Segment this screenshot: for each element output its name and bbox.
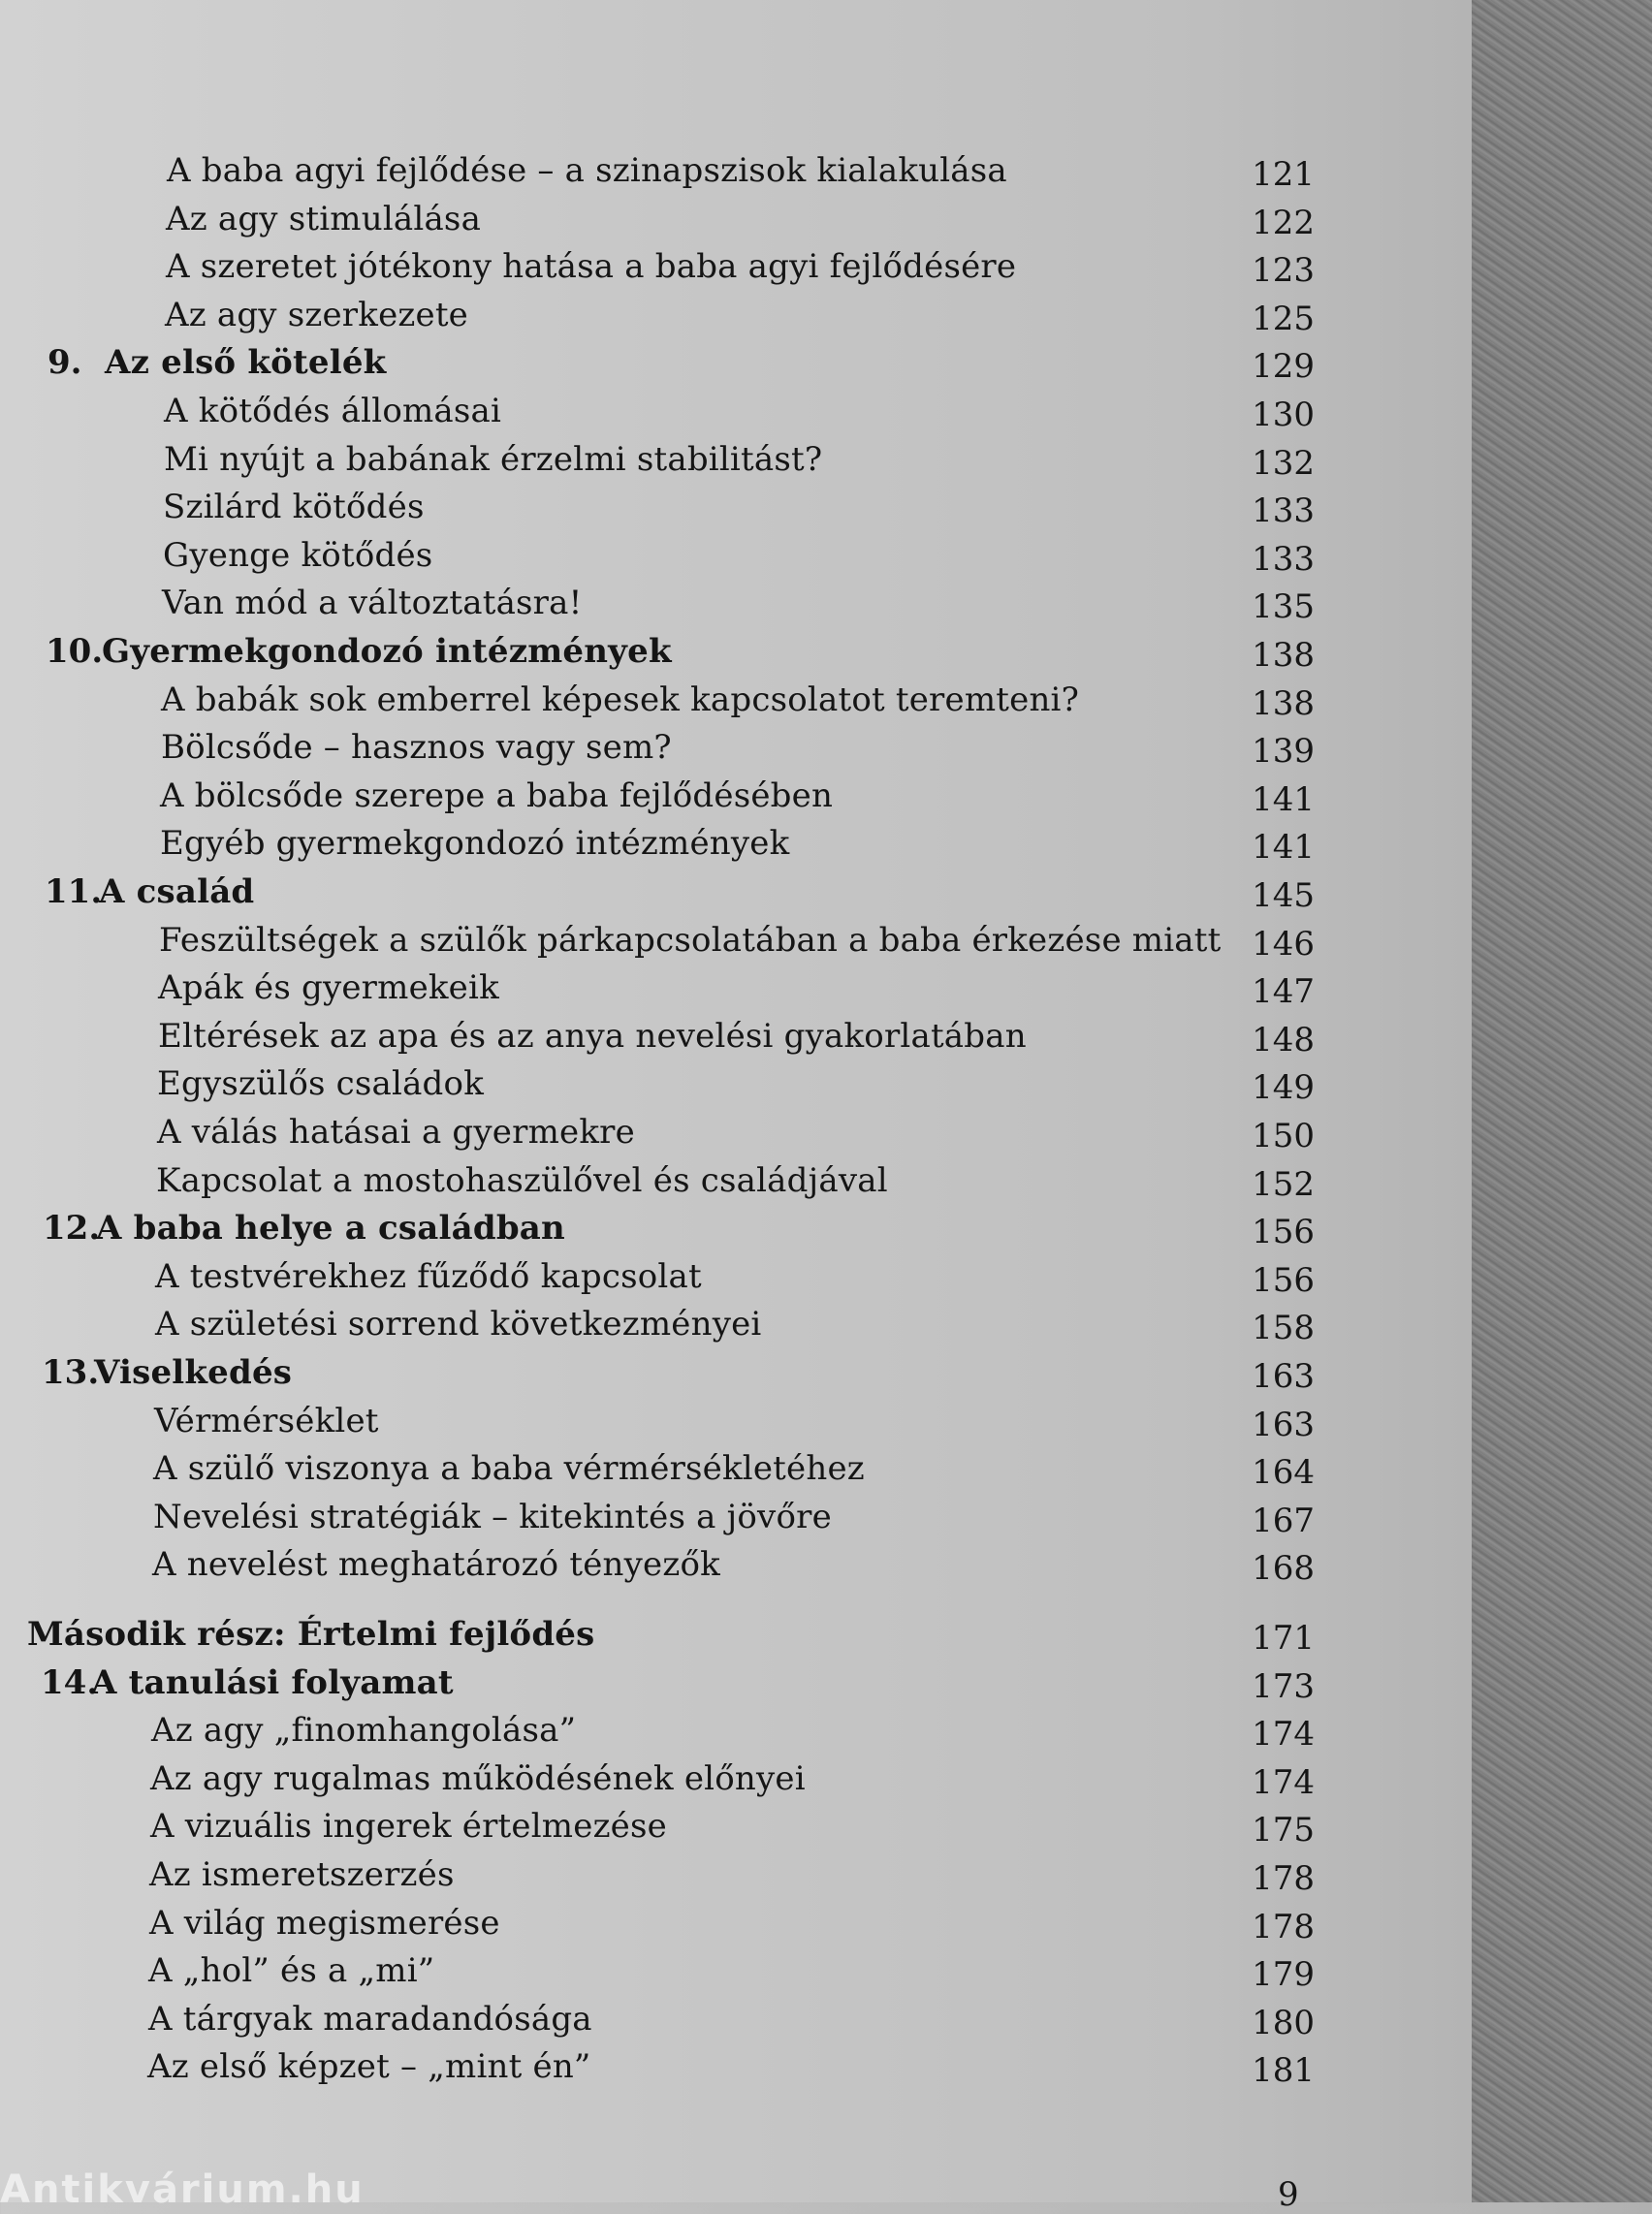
toc-subentry-title: Mi nyújt a babának érzelmi stabilitást? [164, 440, 823, 479]
watermark-text: Antikvárium.hu [0, 2167, 365, 2212]
toc-page-number: 122 [1252, 204, 1315, 242]
page-number: 9 [1278, 2175, 1299, 2214]
toc-subentry [0, 773, 1472, 819]
toc-page-number: 138 [1252, 684, 1315, 723]
toc-page-number: 129 [1252, 347, 1315, 386]
chapter-number: 12. [43, 1209, 101, 1248]
toc-page-number: 150 [1252, 1117, 1315, 1155]
toc-subentry-title: A válás hatásai a gyermekre [157, 1113, 635, 1152]
toc-page-number: 164 [1252, 1453, 1315, 1492]
toc-subentry-title: A bölcsőde szerepe a baba fejlődésében [160, 776, 834, 815]
toc-subentry [0, 965, 1472, 1011]
toc-heading-title: A baba helye a családban [96, 1209, 565, 1248]
toc-subentry-title: A „hol” és a „mi” [148, 1951, 435, 1990]
toc-subentry-title: Eltérések az apa és az anya nevelési gyakorlatában [158, 1017, 1027, 1056]
toc-subentry [0, 484, 1472, 530]
toc-subentry [0, 1109, 1472, 1155]
toc-subentry [0, 436, 1472, 483]
toc-page-number: 167 [1252, 1502, 1315, 1540]
toc-subentry [0, 1996, 1472, 2042]
toc-subentry-title: Bölcsőde – hasznos vagy sem? [161, 728, 672, 767]
toc-subentry [0, 1707, 1472, 1754]
toc-subentry-title: Az agy szerkezete [165, 296, 469, 334]
toc-subentry [0, 1900, 1472, 1946]
toc-page-number: 178 [1252, 1908, 1315, 1946]
toc-page-number: 156 [1252, 1213, 1315, 1251]
toc-subentry [0, 677, 1472, 723]
toc-page-number: 125 [1252, 300, 1315, 338]
toc-page-number: 133 [1252, 491, 1315, 530]
toc-page-number: 147 [1252, 972, 1315, 1011]
toc-subentry [0, 1445, 1472, 1492]
toc-subentry [0, 580, 1472, 626]
toc-subentry-title: Egyéb gyermekgondozó intézmények [160, 824, 790, 863]
toc-subentry [0, 820, 1472, 867]
toc-chapter [0, 1660, 1472, 1706]
toc-subentry [0, 917, 1472, 964]
toc-page-number: 158 [1252, 1309, 1315, 1347]
toc-subentry [0, 2043, 1472, 2090]
toc-subentry-title: Feszültségek a szülők párkapcsolatában a baba érkezése miatt [159, 921, 1222, 960]
toc-subentry [0, 1541, 1472, 1588]
toc-subentry-title: Nevelési stratégiák – kitekintés a jövőre [153, 1498, 832, 1536]
toc-page-number: 132 [1252, 444, 1315, 483]
toc-subentry-title: Van mód a változtatásra! [162, 584, 583, 622]
toc-subentry-title: A baba agyi fejlődése – a szinapszisok kialakulása [167, 151, 1007, 190]
toc-subentry [0, 532, 1472, 579]
toc-subentry-title: Szilárd kötődés [163, 488, 425, 526]
toc-chapter [0, 628, 1472, 675]
toc-page-number: 163 [1252, 1406, 1315, 1444]
toc-page-number: 168 [1252, 1549, 1315, 1588]
toc-heading-title: Viselkedés [94, 1353, 293, 1392]
toc-page-number: 145 [1252, 876, 1315, 915]
toc-heading-title: Második rész: Értelmi fejlődés [27, 1615, 595, 1654]
toc-subentry [0, 1494, 1472, 1540]
toc-page-number: 163 [1252, 1357, 1315, 1396]
toc-chapter [0, 339, 1472, 386]
chapter-number: 11. [45, 872, 103, 911]
toc-subentry-title: Gyenge kötődés [163, 536, 433, 575]
toc-page-number: 123 [1252, 251, 1315, 290]
toc-subentry [0, 1060, 1472, 1107]
toc-subentry [0, 1755, 1472, 1802]
toc-heading-title: A tanulási folyamat [91, 1663, 454, 1702]
toc-subentry-title: A kötődés állomásai [164, 392, 502, 430]
toc-page-number: 152 [1252, 1165, 1315, 1204]
toc-chapter [0, 1205, 1472, 1251]
toc-subentry-title: A szeretet jótékony hatása a baba agyi fejlődésére [166, 247, 1017, 286]
book-gutter [1472, 0, 1652, 2202]
toc-subentry [0, 292, 1472, 338]
toc-subentry [0, 1398, 1472, 1444]
toc-subentry [0, 1301, 1472, 1347]
chapter-number: 14. [41, 1663, 99, 1702]
toc-page-number: 133 [1252, 540, 1315, 579]
chapter-number: 10. [46, 632, 104, 671]
toc-subentry-title: A tárgyak maradandósága [148, 2000, 592, 2039]
toc-subentry [0, 724, 1472, 771]
toc-page-number: 181 [1252, 2051, 1315, 2090]
toc-page-number: 156 [1252, 1261, 1315, 1300]
toc-chapter [0, 1349, 1472, 1396]
toc-page-number: 141 [1252, 828, 1315, 867]
toc-heading-title: Gyermekgondozó intézmények [102, 632, 672, 671]
toc-subentry-title: Az ismeretszerzés [149, 1855, 455, 1894]
toc-page-number: 173 [1252, 1667, 1315, 1706]
toc-subentry-title: Apák és gyermekeik [158, 968, 499, 1007]
toc-subentry [0, 1947, 1472, 1994]
toc-subentry-title: A testvérekhez fűződő kapcsolat [155, 1257, 702, 1296]
toc-page-number: 174 [1252, 1715, 1315, 1754]
toc-page-number: 130 [1252, 395, 1315, 434]
toc-subentry-title: Kapcsolat a mostohaszülővel és családjával [156, 1161, 888, 1200]
toc-subentry [0, 1253, 1472, 1300]
toc-page-number: 148 [1252, 1021, 1315, 1060]
toc-subentry-title: A világ megismerése [149, 1904, 500, 1943]
toc-subentry-title: Egyszülős családok [157, 1064, 484, 1103]
toc-page-number: 175 [1252, 1811, 1315, 1850]
chapter-number: 13. [42, 1353, 100, 1392]
toc-subentry-title: A szülő viszonya a baba vérmérsékletéhez [153, 1449, 865, 1488]
toc-page-number: 149 [1252, 1068, 1315, 1107]
toc-subentry [0, 1851, 1472, 1898]
toc-page-number: 178 [1252, 1859, 1315, 1898]
toc-subentry-title: A nevelést meghatározó tényezők [152, 1545, 720, 1584]
toc-subentry [0, 1157, 1472, 1204]
toc-subentry-title: Az agy stimulálása [166, 200, 482, 238]
toc-heading-title: Az első kötelék [105, 343, 387, 382]
toc-subentry [0, 243, 1472, 290]
toc-subentry-title: A babák sok emberrel képesek kapcsolatot teremteni? [161, 680, 1080, 719]
toc-subentry-title: A vizuális ingerek értelmezése [150, 1807, 667, 1846]
toc-subentry-title: Vérmérséklet [154, 1402, 379, 1440]
toc-subentry [0, 1013, 1472, 1060]
toc-page-number: 146 [1252, 925, 1315, 964]
toc-subentry-title: Az agy „finomhangolása” [151, 1711, 577, 1750]
toc-page-number: 180 [1252, 2004, 1315, 2042]
toc-subentry [0, 147, 1472, 194]
chapter-number: 9. [48, 343, 82, 382]
toc-page-number: 171 [1252, 1619, 1315, 1658]
toc-page-number: 179 [1252, 1955, 1315, 1994]
toc-page-number: 135 [1252, 587, 1315, 626]
toc-subentry-title: A születési sorrend következményei [155, 1305, 762, 1344]
toc-heading-title: A család [99, 872, 255, 911]
toc-page-number: 121 [1252, 155, 1315, 194]
toc-page-number: 174 [1252, 1763, 1315, 1802]
toc-subentry [0, 196, 1472, 242]
toc-subentry-title: Az első képzet – „mint én” [147, 2047, 591, 2086]
toc-subentry [0, 388, 1472, 434]
toc-part-heading [0, 1611, 1472, 1658]
toc-page-number: 139 [1252, 732, 1315, 771]
toc-subentry-title: Az agy rugalmas működésének előnyei [150, 1759, 806, 1798]
toc-subentry [0, 1803, 1472, 1850]
toc-page-number: 138 [1252, 636, 1315, 675]
toc-page-number: 141 [1252, 780, 1315, 819]
toc-chapter [0, 869, 1472, 915]
